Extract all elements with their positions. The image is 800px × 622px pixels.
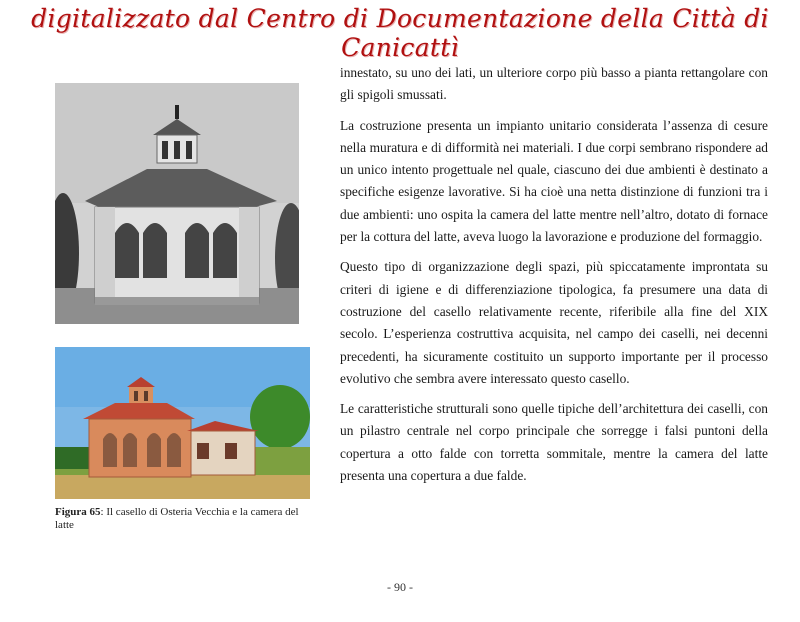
paragraph: La costruzione presenta un impianto unitario considerata l’assenza di cesure nella muratura e di difformità nei materiali. I due corpi sembrano rispondere ad un unico intento progettuale nel quale, ciascuno dei due ambienti è destinato a specifiche esigenze lavorative. Si ha cioè una netta distinzione di funzioni tra i due ambienti: uno ospita la camera del latte mentre nell’altro, dotato di fornace per la cottura del latte, aveva luogo la lavorazione e produzione del formaggio. bbox=[340, 117, 768, 245]
figure-caption bbox=[55, 506, 315, 532]
paragraph: Questo tipo di organizzazione degli spazi, più spiccatamente improntata su criteri di igiene e di differenziazione tipologica, fa presumere una data di costruzione del casello relativamente recente, riferibile alla fine del XIX secolo. L’esperienza costruttiva acquisita, nel campo dei caselli, nei decenni precedenti, ha sicuramente costituito un supporto importante per il processo evolutivo che sembra avere interessato questo casello. bbox=[340, 259, 768, 386]
color-photo bbox=[55, 347, 310, 499]
caption-text: : Il casello di Osteria Vecchia e la camera del latte bbox=[55, 506, 299, 531]
page-header: digitalizzato dal Centro di Documentazione della Città di Canicattì bbox=[31, 4, 769, 62]
page-number: - 90 - bbox=[387, 580, 413, 594]
body-text bbox=[340, 62, 768, 495]
caption-label: Figura 65 bbox=[55, 506, 101, 518]
paragraph: innestato, su uno dei lati, un ulteriore corpo più basso a pianta rettangolare con gli spigoli smussati. bbox=[340, 65, 768, 103]
historic-photo bbox=[55, 83, 299, 324]
paragraph: Le caratteristiche strutturali sono quelle tipiche dell’architettura dei caselli, con un pilastro centrale nel corpo principale che sorregge i falsi puntoni della copertura a otto falde con torretta sommitale, mentre la camera del latte presenta una copertura a due falde. bbox=[340, 401, 768, 484]
